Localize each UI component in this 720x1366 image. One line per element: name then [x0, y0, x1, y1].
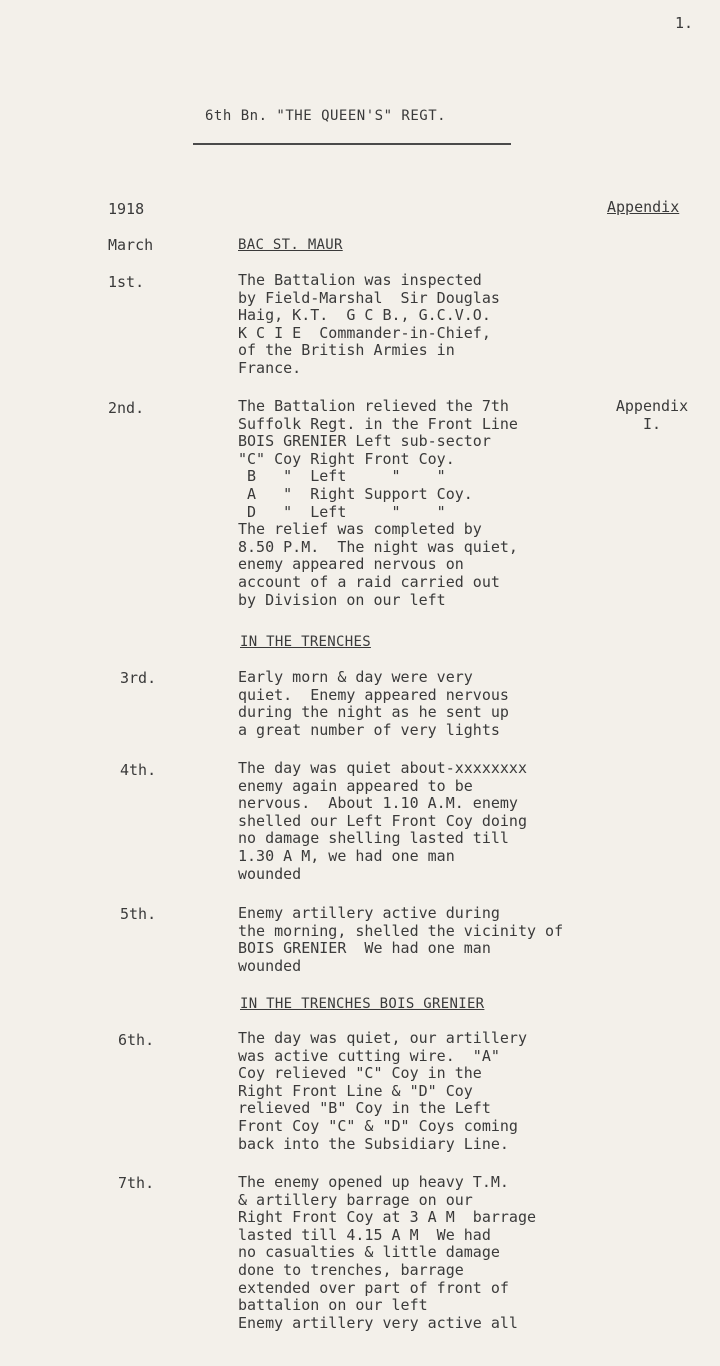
entry-line: D " Left " " — [238, 502, 446, 521]
entry-line: Right Front Coy at 3 A M barrage — [238, 1208, 537, 1227]
entry-line: 8.50 P.M. The night was quiet, — [238, 537, 518, 556]
entry-line: Enemy artillery very active all — [238, 1313, 518, 1332]
entry-line: during the night as he sent up — [238, 703, 509, 722]
entry-line: shelled our Left Front Coy doing — [238, 811, 527, 830]
entry-date-6th: 6th. — [118, 1031, 155, 1049]
entry-line: the morning, shelled the vicinity of — [238, 921, 564, 940]
title-underline — [193, 143, 511, 145]
section-heading-in-the-trenches: IN THE TRENCHES — [240, 634, 371, 650]
entry-date-5th: 5th. — [120, 905, 157, 923]
entry-line: The Battalion was inspected — [238, 271, 482, 289]
entry-line: Suffolk Regt. in the Front Line — [238, 414, 518, 433]
entry-line: of the British Armies in — [238, 341, 455, 360]
entry-line: wounded — [238, 956, 302, 975]
entry-date-3rd: 3rd. — [120, 669, 157, 687]
entry-line: wounded — [238, 864, 302, 883]
entry-date-1st: 1st. — [108, 273, 145, 291]
appendix-reference — [607, 398, 697, 433]
entry-line: done to trenches, barrage — [238, 1260, 464, 1279]
entry-line: no damage shelling lasted till — [238, 829, 509, 848]
entry-date-4th: 4th. — [120, 761, 157, 779]
entry-line: by Field-Marshal Sir Douglas — [238, 288, 500, 307]
entry-line: BOIS GRENIER Left sub-sector — [238, 432, 491, 451]
entry-date-2nd: 2nd. — [108, 399, 145, 417]
entry-text-4th — [238, 760, 527, 883]
entry-line: The day was quiet about-xxxxxxxx — [238, 759, 527, 777]
entry-line: quiet. Enemy appeared nervous — [238, 685, 509, 704]
entry-line: enemy again appeared to be — [238, 776, 473, 795]
entry-line: Early morn & day were very — [238, 668, 473, 686]
appendix-column-header: Appendix — [607, 198, 680, 216]
page-number: 1. — [675, 14, 694, 32]
entry-line: Coy relieved "C" Coy in the — [238, 1064, 482, 1083]
entry-line: account of a raid carried out — [238, 572, 500, 591]
appendix-reference-number: I. — [642, 414, 662, 433]
year-label: 1918 — [108, 200, 145, 218]
entry-line: Haig, K.T. G C B., G.C.V.O. — [238, 306, 491, 325]
appendix-reference-label: Appendix — [615, 397, 689, 415]
entry-line: K C I E Commander-in-Chief, — [238, 323, 491, 342]
entry-text-5th — [238, 905, 563, 975]
entry-line: A " Right Support Coy. — [238, 484, 473, 503]
entry-line: enemy appeared nervous on — [238, 555, 464, 574]
entry-line: The day was quiet, our artillery — [238, 1029, 527, 1047]
entry-text-6th — [238, 1030, 527, 1153]
entry-line: was active cutting wire. "A" — [238, 1046, 500, 1065]
entry-text-1st — [238, 272, 500, 378]
section-heading-in-the-trenches-bois-grenier: IN THE TRENCHES BOIS GRENIER — [240, 996, 485, 1012]
entry-line: The Battalion relieved the 7th — [238, 397, 509, 415]
entry-line: Right Front Line & "D" Coy — [238, 1081, 473, 1100]
entry-line: France. — [238, 358, 302, 377]
entry-line: back into the Subsidiary Line. — [238, 1134, 509, 1153]
entry-line: Front Coy "C" & "D" Coys coming — [238, 1116, 518, 1135]
entry-line: relieved "B" Coy in the Left — [238, 1099, 491, 1118]
entry-line: Enemy artillery active during — [238, 904, 500, 922]
entry-text-2nd — [238, 398, 518, 609]
entry-line: "C" Coy Right Front Coy. — [238, 449, 455, 468]
entry-line: extended over part of front of — [238, 1278, 509, 1297]
entry-line: The enemy opened up heavy T.M. — [238, 1173, 509, 1191]
entry-line: by Division on our left — [238, 590, 446, 609]
entry-line: nervous. About 1.10 A.M. enemy — [238, 794, 518, 813]
page-title: 6th Bn. "THE QUEEN'S" REGT. — [205, 108, 447, 124]
section-heading-bac-st-maur: BAC ST. MAUR — [238, 237, 343, 253]
entry-line: The relief was completed by — [238, 520, 482, 539]
entry-line: BOIS GRENIER We had one man — [238, 939, 491, 958]
month-label: March — [108, 236, 154, 254]
entry-text-3rd — [238, 669, 509, 739]
entry-line: lasted till 4.15 A M We had — [238, 1225, 491, 1244]
entry-line: B " Left " " — [238, 467, 446, 486]
entry-line: no casualties & little damage — [238, 1243, 500, 1262]
entry-line: & artillery barrage on our — [238, 1190, 473, 1209]
entry-date-7th: 7th. — [118, 1174, 155, 1192]
entry-line: a great number of very lights — [238, 720, 500, 739]
entry-line: 1.30 A M, we had one man — [238, 846, 455, 865]
entry-line: battalion on our left — [238, 1296, 428, 1315]
entry-text-7th — [238, 1174, 536, 1332]
